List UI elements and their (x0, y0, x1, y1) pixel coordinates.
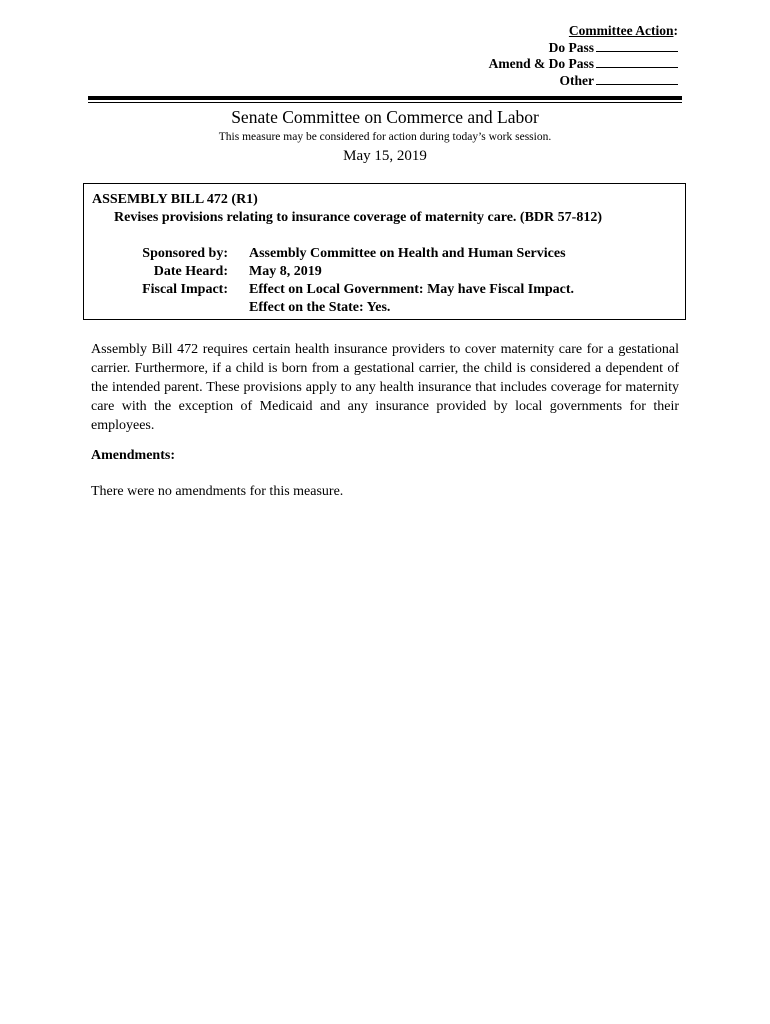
sponsored-label: Sponsored by: (142, 246, 228, 261)
action-other: Other (489, 73, 678, 90)
fiscal-local-value: Effect on Local Government: May have Fiscal Impact. (249, 282, 575, 297)
fiscal-label: Fiscal Impact: (142, 282, 228, 297)
fiscal-state-value: Effect on the State: Yes. (249, 300, 391, 315)
action-do-pass: Do Pass (489, 40, 678, 57)
bill-info-box (83, 183, 686, 320)
committee-action-block (489, 23, 678, 89)
amend-do-pass-blank (596, 56, 678, 68)
fiscal-state-row (84, 299, 684, 317)
bill-title: ASSEMBLY BILL 472 (R1) (92, 192, 258, 207)
bill-meta (84, 245, 684, 317)
date-heard-value: May 8, 2019 (249, 264, 322, 279)
sponsored-value: Assembly Committee on Health and Human Services (249, 246, 566, 261)
date-heard-label: Date Heard: (153, 264, 228, 279)
bill-summary: Assembly Bill 472 requires certain health insurance providers to cover maternity care for a gestational carrier. Furthermore, if a child is born from a gestational carrier, the child is considered a dependent of the intended parent. These provisions apply to any health insurance that includes coverage for maternity care with the exception of Medicaid and any insurance provided by local governments for their employees. (91, 342, 679, 433)
header-rule-thin (88, 102, 682, 103)
other-blank (596, 73, 678, 85)
sponsored-row (84, 245, 684, 263)
amendments-text: There were no amendments for this measure. (91, 484, 344, 499)
bill-description: Revises provisions relating to insurance coverage of maternity care. (BDR 57-812) (114, 210, 602, 225)
date-heard-row (84, 263, 684, 281)
action-amend-do-pass: Amend & Do Pass (489, 56, 678, 73)
amendments-heading: Amendments: (91, 448, 175, 463)
fiscal-row (84, 281, 684, 299)
committee-name: Senate Committee on Commerce and Labor (231, 107, 539, 127)
header-rule-thick (88, 96, 682, 100)
committee-action-heading: Committee Action: (568, 23, 678, 38)
meeting-date: May 15, 2019 (343, 148, 427, 164)
do-pass-blank (596, 40, 678, 52)
work-session-notice: This measure may be considered for action during today’s work session. (218, 131, 552, 143)
